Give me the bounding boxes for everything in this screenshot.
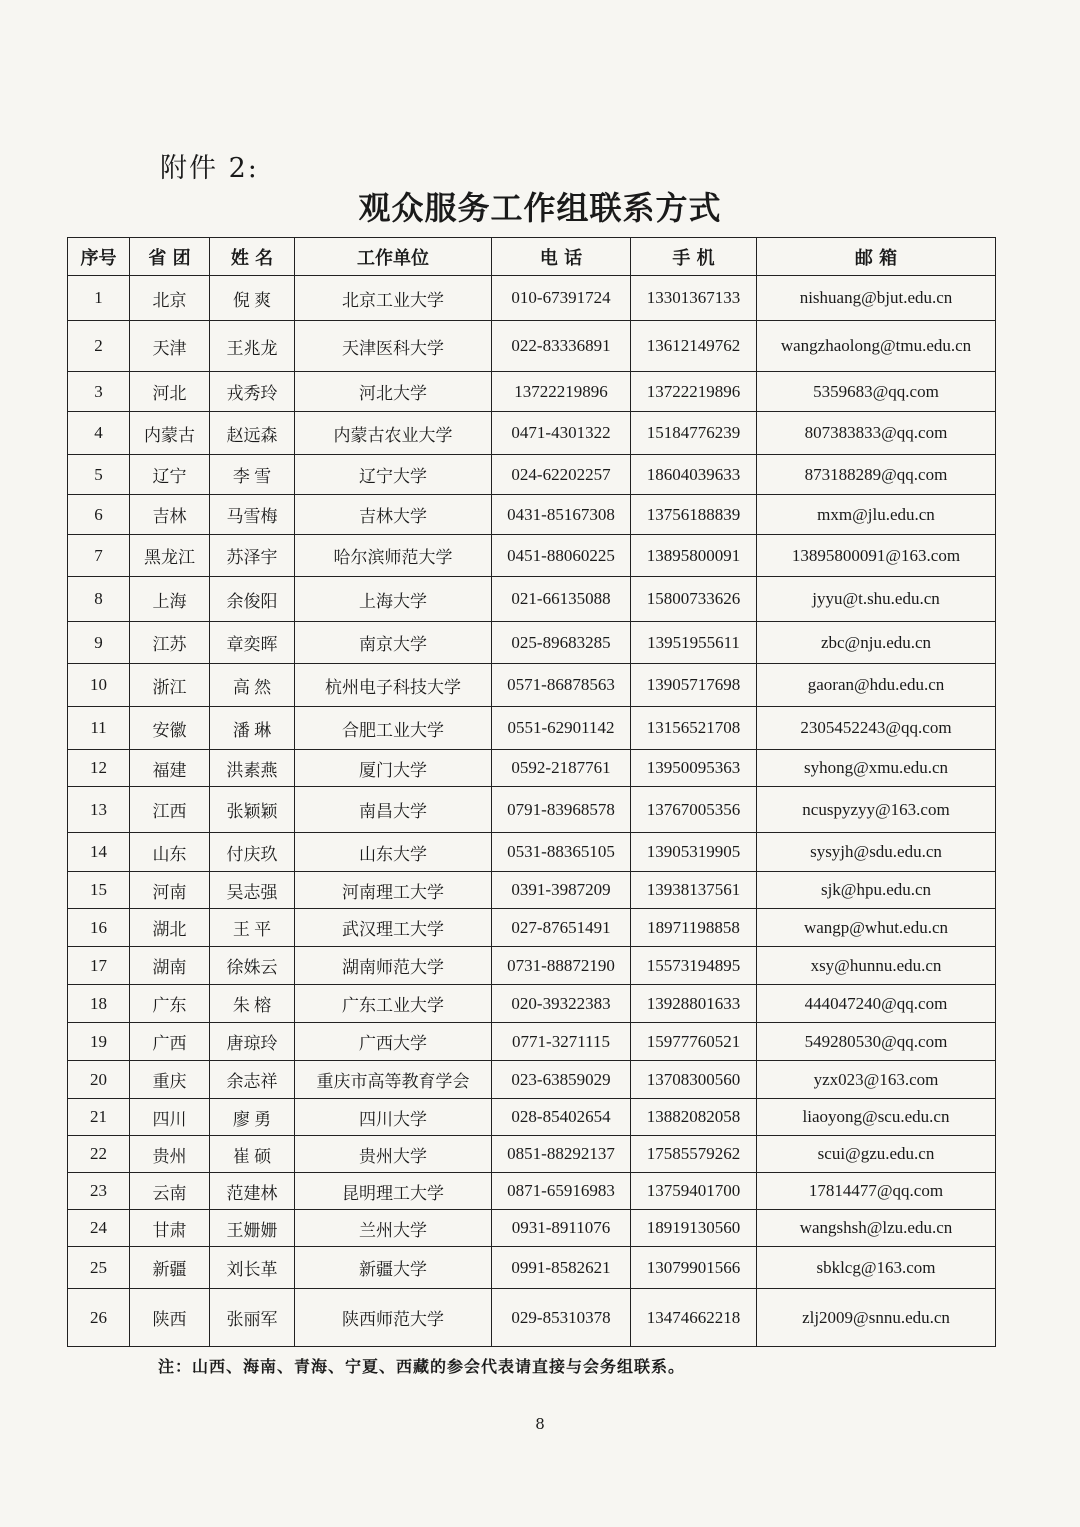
cell-name: 高 然	[210, 664, 295, 707]
cell-index: 19	[68, 1023, 130, 1061]
cell-name: 李 雪	[210, 455, 295, 495]
cell-phone: 021-66135088	[492, 577, 631, 622]
cell-name: 戎秀玲	[210, 372, 295, 412]
cell-province: 广西	[130, 1023, 210, 1061]
cell-name: 范建林	[210, 1173, 295, 1210]
cell-organization: 河南理工大学	[295, 872, 492, 909]
table-row	[68, 787, 996, 833]
cell-phone: 029-85310378	[492, 1289, 631, 1347]
cell-index: 17	[68, 947, 130, 985]
cell-email: yzx023@163.com	[757, 1061, 996, 1099]
cell-mobile: 15800733626	[631, 577, 757, 622]
cell-name: 苏泽宇	[210, 535, 295, 577]
cell-organization: 内蒙古农业大学	[295, 412, 492, 455]
cell-province: 广东	[130, 985, 210, 1023]
cell-phone: 0592-2187761	[492, 750, 631, 787]
cell-index: 10	[68, 664, 130, 707]
cell-province: 江苏	[130, 622, 210, 664]
cell-email: liaoyong@scu.edu.cn	[757, 1099, 996, 1136]
cell-organization: 吉林大学	[295, 495, 492, 535]
cell-name: 张丽军	[210, 1289, 295, 1347]
cell-province: 江西	[130, 787, 210, 833]
cell-index: 1	[68, 276, 130, 321]
cell-mobile: 15184776239	[631, 412, 757, 455]
cell-index: 21	[68, 1099, 130, 1136]
cell-phone: 0531-88365105	[492, 833, 631, 872]
cell-phone: 13722219896	[492, 372, 631, 412]
cell-organization: 四川大学	[295, 1099, 492, 1136]
cell-name: 廖 勇	[210, 1099, 295, 1136]
cell-index: 24	[68, 1210, 130, 1247]
cell-mobile: 13474662218	[631, 1289, 757, 1347]
cell-phone: 0991-8582621	[492, 1247, 631, 1289]
cell-index: 18	[68, 985, 130, 1023]
table-row	[68, 985, 996, 1023]
cell-organization: 陕西师范大学	[295, 1289, 492, 1347]
table-row	[68, 872, 996, 909]
cell-phone: 0451-88060225	[492, 535, 631, 577]
cell-name: 付庆玖	[210, 833, 295, 872]
cell-phone: 0771-3271115	[492, 1023, 631, 1061]
cell-mobile: 18919130560	[631, 1210, 757, 1247]
cell-index: 7	[68, 535, 130, 577]
cell-province: 贵州	[130, 1136, 210, 1173]
cell-name: 王姗姗	[210, 1210, 295, 1247]
table-body	[68, 276, 996, 1347]
cell-province: 湖南	[130, 947, 210, 985]
table-row	[68, 1247, 996, 1289]
cell-organization: 兰州大学	[295, 1210, 492, 1247]
header-organization: 工作单位	[295, 238, 492, 276]
cell-organization: 广东工业大学	[295, 985, 492, 1023]
cell-province: 甘肃	[130, 1210, 210, 1247]
cell-mobile: 15573194895	[631, 947, 757, 985]
cell-province: 天津	[130, 321, 210, 372]
cell-index: 5	[68, 455, 130, 495]
cell-organization: 合肥工业大学	[295, 707, 492, 750]
cell-email: 807383833@qq.com	[757, 412, 996, 455]
cell-phone: 028-85402654	[492, 1099, 631, 1136]
cell-index: 11	[68, 707, 130, 750]
cell-mobile: 13905319905	[631, 833, 757, 872]
cell-mobile: 13938137561	[631, 872, 757, 909]
cell-mobile: 13950095363	[631, 750, 757, 787]
table-row	[68, 947, 996, 985]
cell-province: 福建	[130, 750, 210, 787]
cell-email: scui@gzu.edu.cn	[757, 1136, 996, 1173]
table-row	[68, 455, 996, 495]
table-row	[68, 1023, 996, 1061]
cell-province: 新疆	[130, 1247, 210, 1289]
cell-email: wangzhaolong@tmu.edu.cn	[757, 321, 996, 372]
cell-phone: 0551-62901142	[492, 707, 631, 750]
table-row	[68, 1136, 996, 1173]
cell-province: 河北	[130, 372, 210, 412]
cell-email: sbklcg@163.com	[757, 1247, 996, 1289]
cell-organization: 南京大学	[295, 622, 492, 664]
cell-phone: 024-62202257	[492, 455, 631, 495]
header-phone: 电 话	[492, 238, 631, 276]
cell-mobile: 13928801633	[631, 985, 757, 1023]
cell-organization: 北京工业大学	[295, 276, 492, 321]
cell-mobile: 18971198858	[631, 909, 757, 947]
cell-province: 云南	[130, 1173, 210, 1210]
cell-email: 13895800091@163.com	[757, 535, 996, 577]
cell-province: 内蒙古	[130, 412, 210, 455]
cell-email: 5359683@qq.com	[757, 372, 996, 412]
cell-organization: 贵州大学	[295, 1136, 492, 1173]
cell-email: 2305452243@qq.com	[757, 707, 996, 750]
cell-index: 26	[68, 1289, 130, 1347]
cell-index: 2	[68, 321, 130, 372]
table-row	[68, 707, 996, 750]
cell-organization: 新疆大学	[295, 1247, 492, 1289]
cell-province: 辽宁	[130, 455, 210, 495]
table-row	[68, 1289, 996, 1347]
cell-name: 余俊阳	[210, 577, 295, 622]
cell-name: 洪素燕	[210, 750, 295, 787]
cell-organization: 厦门大学	[295, 750, 492, 787]
cell-organization: 武汉理工大学	[295, 909, 492, 947]
cell-mobile: 13767005356	[631, 787, 757, 833]
cell-phone: 0431-85167308	[492, 495, 631, 535]
cell-email: 17814477@qq.com	[757, 1173, 996, 1210]
cell-mobile: 13156521708	[631, 707, 757, 750]
cell-organization: 广西大学	[295, 1023, 492, 1061]
cell-mobile: 18604039633	[631, 455, 757, 495]
cell-phone: 027-87651491	[492, 909, 631, 947]
cell-name: 倪 爽	[210, 276, 295, 321]
cell-email: sysyjh@sdu.edu.cn	[757, 833, 996, 872]
cell-organization: 南昌大学	[295, 787, 492, 833]
table-row	[68, 412, 996, 455]
cell-mobile: 13708300560	[631, 1061, 757, 1099]
cell-name: 章奕晖	[210, 622, 295, 664]
cell-province: 山东	[130, 833, 210, 872]
cell-email: ncuspyzyy@163.com	[757, 787, 996, 833]
cell-index: 14	[68, 833, 130, 872]
cell-mobile: 13079901566	[631, 1247, 757, 1289]
cell-phone: 022-83336891	[492, 321, 631, 372]
cell-province: 浙江	[130, 664, 210, 707]
cell-organization: 湖南师范大学	[295, 947, 492, 985]
cell-email: mxm@jlu.edu.cn	[757, 495, 996, 535]
cell-province: 安徽	[130, 707, 210, 750]
cell-name: 唐琼玲	[210, 1023, 295, 1061]
cell-mobile: 13895800091	[631, 535, 757, 577]
cell-organization: 辽宁大学	[295, 455, 492, 495]
table-row	[68, 909, 996, 947]
cell-province: 北京	[130, 276, 210, 321]
cell-phone: 020-39322383	[492, 985, 631, 1023]
cell-index: 8	[68, 577, 130, 622]
cell-name: 赵远森	[210, 412, 295, 455]
cell-name: 余志祥	[210, 1061, 295, 1099]
cell-email: gaoran@hdu.edu.cn	[757, 664, 996, 707]
cell-mobile: 17585579262	[631, 1136, 757, 1173]
cell-organization: 上海大学	[295, 577, 492, 622]
cell-email: 444047240@qq.com	[757, 985, 996, 1023]
cell-email: zlj2009@snnu.edu.cn	[757, 1289, 996, 1347]
cell-province: 四川	[130, 1099, 210, 1136]
table-row	[68, 1210, 996, 1247]
table-row	[68, 622, 996, 664]
table-row	[68, 833, 996, 872]
cell-name: 刘长革	[210, 1247, 295, 1289]
cell-mobile: 13301367133	[631, 276, 757, 321]
cell-phone: 0931-8911076	[492, 1210, 631, 1247]
cell-name: 张颖颖	[210, 787, 295, 833]
page-number: 8	[535, 1415, 545, 1433]
cell-mobile: 13722219896	[631, 372, 757, 412]
cell-province: 河南	[130, 872, 210, 909]
table-row	[68, 1099, 996, 1136]
cell-index: 12	[68, 750, 130, 787]
table-row	[68, 495, 996, 535]
cell-province: 吉林	[130, 495, 210, 535]
cell-organization: 重庆市高等教育学会	[295, 1061, 492, 1099]
cell-name: 马雪梅	[210, 495, 295, 535]
header-province: 省 团	[130, 238, 210, 276]
cell-mobile: 13759401700	[631, 1173, 757, 1210]
table-row	[68, 1061, 996, 1099]
table-row	[68, 577, 996, 622]
table-header-row	[68, 238, 996, 276]
cell-index: 23	[68, 1173, 130, 1210]
table-row	[68, 372, 996, 412]
header-email: 邮 箱	[757, 238, 996, 276]
cell-name: 徐姝云	[210, 947, 295, 985]
table-row	[68, 535, 996, 577]
cell-name: 朱 榕	[210, 985, 295, 1023]
cell-index: 25	[68, 1247, 130, 1289]
cell-province: 重庆	[130, 1061, 210, 1099]
cell-email: sjk@hpu.edu.cn	[757, 872, 996, 909]
cell-index: 9	[68, 622, 130, 664]
cell-email: 549280530@qq.com	[757, 1023, 996, 1061]
table-row	[68, 321, 996, 372]
cell-phone: 0471-4301322	[492, 412, 631, 455]
cell-email: wangp@whut.edu.cn	[757, 909, 996, 947]
document-title: 观众服务工作组联系方式	[358, 189, 722, 227]
cell-name: 王兆龙	[210, 321, 295, 372]
cell-organization: 天津医科大学	[295, 321, 492, 372]
cell-organization: 河北大学	[295, 372, 492, 412]
cell-name: 吴志强	[210, 872, 295, 909]
cell-organization: 山东大学	[295, 833, 492, 872]
header-index: 序号	[68, 238, 130, 276]
cell-email: syhong@xmu.edu.cn	[757, 750, 996, 787]
cell-index: 13	[68, 787, 130, 833]
cell-mobile: 13905717698	[631, 664, 757, 707]
cell-email: 873188289@qq.com	[757, 455, 996, 495]
cell-email: zbc@nju.edu.cn	[757, 622, 996, 664]
cell-index: 3	[68, 372, 130, 412]
cell-name: 崔 硕	[210, 1136, 295, 1173]
table-row	[68, 750, 996, 787]
table-row	[68, 276, 996, 321]
cell-email: nishuang@bjut.edu.cn	[757, 276, 996, 321]
table-row	[68, 1173, 996, 1210]
header-name: 姓 名	[210, 238, 295, 276]
header-mobile: 手 机	[631, 238, 757, 276]
cell-phone: 0391-3987209	[492, 872, 631, 909]
cell-index: 4	[68, 412, 130, 455]
attachment-label: 附件 2:	[160, 153, 259, 184]
cell-index: 22	[68, 1136, 130, 1173]
cell-province: 上海	[130, 577, 210, 622]
cell-phone: 0731-88872190	[492, 947, 631, 985]
contact-table	[67, 237, 996, 1347]
cell-phone: 0851-88292137	[492, 1136, 631, 1173]
cell-name: 王 平	[210, 909, 295, 947]
cell-mobile: 13756188839	[631, 495, 757, 535]
cell-phone: 023-63859029	[492, 1061, 631, 1099]
cell-index: 6	[68, 495, 130, 535]
cell-index: 20	[68, 1061, 130, 1099]
cell-organization: 昆明理工大学	[295, 1173, 492, 1210]
cell-mobile: 15977760521	[631, 1023, 757, 1061]
cell-province: 湖北	[130, 909, 210, 947]
cell-phone: 0791-83968578	[492, 787, 631, 833]
cell-organization: 杭州电子科技大学	[295, 664, 492, 707]
cell-name: 潘 琳	[210, 707, 295, 750]
cell-phone: 0571-86878563	[492, 664, 631, 707]
footnote: 注：山西、海南、青海、宁夏、西藏的参会代表请直接与会务组联系。	[158, 1357, 686, 1376]
cell-province: 陕西	[130, 1289, 210, 1347]
cell-phone: 0871-65916983	[492, 1173, 631, 1210]
cell-email: jyyu@t.shu.edu.cn	[757, 577, 996, 622]
cell-mobile: 13612149762	[631, 321, 757, 372]
cell-province: 黑龙江	[130, 535, 210, 577]
cell-organization: 哈尔滨师范大学	[295, 535, 492, 577]
cell-phone: 010-67391724	[492, 276, 631, 321]
cell-phone: 025-89683285	[492, 622, 631, 664]
table-row	[68, 664, 996, 707]
cell-mobile: 13882082058	[631, 1099, 757, 1136]
cell-email: xsy@hunnu.edu.cn	[757, 947, 996, 985]
cell-index: 15	[68, 872, 130, 909]
cell-index: 16	[68, 909, 130, 947]
cell-email: wangshsh@lzu.edu.cn	[757, 1210, 996, 1247]
cell-mobile: 13951955611	[631, 622, 757, 664]
